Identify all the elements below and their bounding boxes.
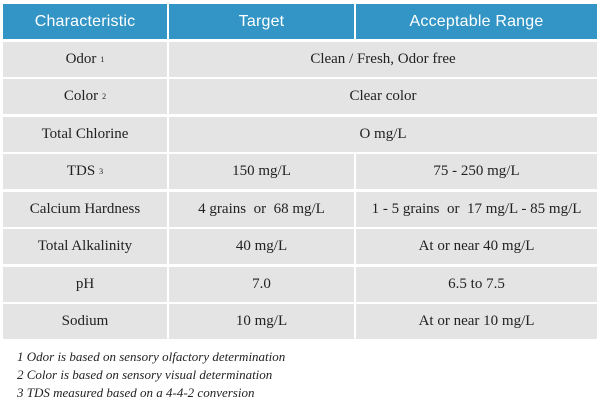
- footnote-marker: 1: [100, 54, 105, 64]
- characteristic-label: Total Chlorine: [41, 125, 129, 142]
- header-characteristic: Characteristic: [3, 4, 167, 39]
- table-row: [3, 267, 597, 302]
- table-row: [3, 117, 597, 152]
- row-acceptable-range: At or near 10 mg/L: [356, 304, 597, 339]
- row-target: 7.0: [169, 267, 354, 302]
- water-characteristics-table: [3, 4, 597, 342]
- table-row: [3, 192, 597, 227]
- table-row: [3, 42, 597, 77]
- characteristic-label: Odor: [65, 50, 97, 67]
- characteristic-label: pH: [75, 275, 95, 292]
- characteristic-label: Calcium Hardness: [29, 200, 141, 217]
- row-acceptable-range: 75 - 250 mg/L: [356, 154, 597, 189]
- footnote-marker: 2: [102, 92, 107, 101]
- row-characteristic: [3, 304, 167, 339]
- row-characteristic: [3, 229, 167, 264]
- table-row: [3, 229, 597, 264]
- row-characteristic: [3, 42, 167, 77]
- row-target: 4 grains or 68 mg/L: [169, 192, 354, 227]
- row-characteristic: [3, 117, 167, 152]
- row-acceptable-range: 6.5 to 7.5: [356, 267, 597, 302]
- row-characteristic: [3, 192, 167, 227]
- characteristic-label: TDS: [66, 163, 96, 179]
- row-merged-value: Clear color: [169, 79, 597, 114]
- row-target: 40 mg/L: [169, 229, 354, 264]
- row-acceptable-range: 1 - 5 grains or 17 mg/L - 85 mg/L: [356, 192, 597, 227]
- footnote-2: 2 Color is based on sensory visual determination: [17, 367, 273, 382]
- row-characteristic: [3, 154, 167, 189]
- row-merged-value: Clean / Fresh, Odor free: [169, 42, 597, 77]
- row-target: 10 mg/L: [169, 304, 354, 339]
- characteristic-label: Sodium: [61, 313, 109, 329]
- characteristic-label: Color: [63, 88, 99, 104]
- row-characteristic: [3, 79, 167, 114]
- header-acceptable-range: Acceptable Range: [356, 4, 597, 39]
- footnote-1: 1 Odor is based on sensory olfactory determination: [17, 349, 286, 364]
- row-characteristic: [3, 267, 167, 302]
- table-header-row: [3, 4, 597, 39]
- row-acceptable-range: At or near 40 mg/L: [356, 229, 597, 264]
- row-target: 150 mg/L: [169, 154, 354, 189]
- footnote-marker: 3: [99, 167, 104, 176]
- header-target: Target: [169, 4, 354, 39]
- row-merged-value: O mg/L: [169, 117, 597, 152]
- table-row: [3, 79, 597, 114]
- characteristic-label: Total Alkalinity: [37, 238, 133, 254]
- table-row: [3, 304, 597, 339]
- footnote-3: 3 TDS measured based on a 4-4-2 conversion: [17, 385, 255, 400]
- table-row: [3, 154, 597, 189]
- footnotes: [17, 348, 285, 402]
